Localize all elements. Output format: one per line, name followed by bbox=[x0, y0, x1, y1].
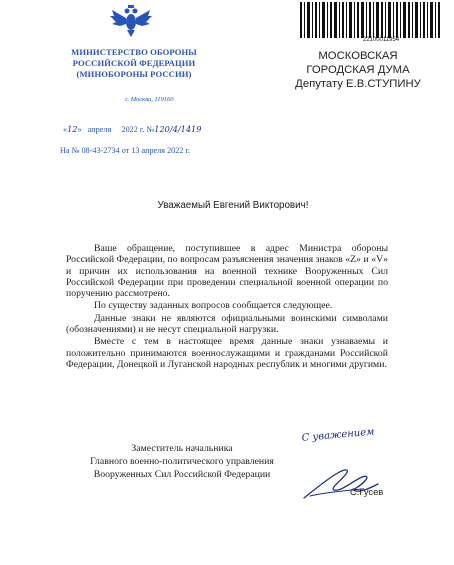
date-month: апреля bbox=[87, 125, 112, 134]
barcode-number: 22100011954 bbox=[362, 37, 400, 43]
signer-title-line: Заместитель начальника bbox=[131, 443, 233, 454]
recipient-line: Депутату Е.В.СТУПИНУ bbox=[295, 78, 421, 90]
double-headed-eagle-icon bbox=[108, 4, 154, 38]
body-paragraph: Вместе с тем в настоящее время данные знаки узнаваемы и положительно принимаются военнослужащими и гражданами Российской Федерации, Донецкой и Луганской народных республик и многими другими. bbox=[66, 336, 388, 370]
ministry-line: (МИНОБОРОНЫ РОССИИ) bbox=[76, 69, 192, 79]
date-close-quote: » bbox=[77, 125, 82, 134]
body-paragraph: Ваше обращение, поступившее в адрес Министра обороны Российской Федерации, по вопросам разъяснения значения знаков «Z» и «V» и причин их использования на военной технике Вооруженных Сил Российской Федерации при проведении специальной военной операции по поручению рассмотрено. bbox=[66, 243, 388, 300]
signer-title-line: Главного военно-политического управления bbox=[90, 456, 274, 467]
closing-handwritten: С уважением bbox=[301, 426, 375, 444]
ministry-line: МИНИСТЕРСТВО ОБОРОНЫ bbox=[71, 47, 197, 57]
date-day: 12 bbox=[67, 124, 78, 134]
body-paragraph: Данные знаки не являются официальными воинскими символами (обозначениями) и не несут специальной нагрузки. bbox=[66, 312, 388, 336]
ministry-line: РОССИЙСКОЙ ФЕДЕРАЦИИ bbox=[72, 58, 196, 68]
reference-number: На № 08-43-2734 от 13 апреля 2022 г. bbox=[60, 146, 190, 155]
ministry-name bbox=[54, 47, 214, 80]
recipient-block bbox=[266, 49, 450, 91]
date-open-quote: « bbox=[63, 125, 68, 134]
signer-title-line: Вооруженных Сил Российской Федерации bbox=[93, 469, 271, 480]
letter-body bbox=[66, 243, 388, 371]
letter-date bbox=[63, 124, 263, 134]
recipient-line: МОСКОВСКАЯ bbox=[318, 50, 398, 62]
date-year: 2022 г. № bbox=[121, 125, 155, 134]
recipient-line: ГОРОДСКАЯ ДУМА bbox=[306, 64, 410, 76]
ministry-address: г. Москва, 119160 bbox=[125, 96, 174, 103]
barcode-icon bbox=[300, 2, 442, 38]
letter-number: 120/4/1419 bbox=[154, 124, 202, 134]
handwritten-signature-icon bbox=[300, 460, 382, 504]
signer-title bbox=[66, 442, 298, 481]
greeting: Уважаемый Евгений Викторович! bbox=[157, 200, 309, 211]
body-paragraph: По существу заданных вопросов сообщается следующее. bbox=[94, 300, 333, 312]
signer-name: С.Гусев bbox=[350, 486, 384, 497]
